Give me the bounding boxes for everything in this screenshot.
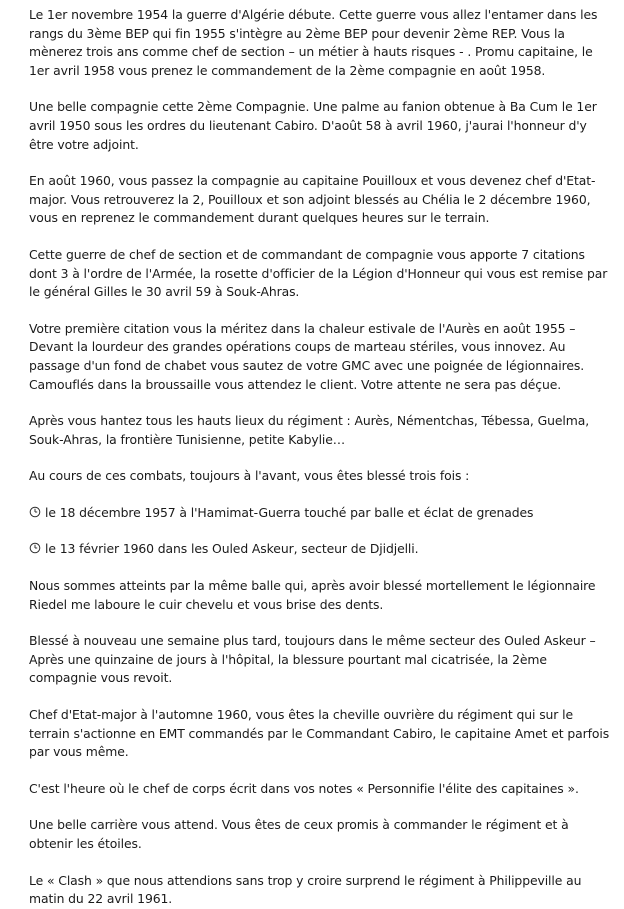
bullet-text-1: le 18 décembre 1957 à l'Hamimat-Guerra touché par balle et éclat de grenades xyxy=(45,504,534,520)
paragraph-9: Blessé à nouveau une semaine plus tard, toujours dans le même secteur des Ouled Askeur – Après une quinzaine de jours à l'hôpital, la blessure pourtant mal cicatrisée, la 2ème compagnie vous revoit. xyxy=(29,633,596,686)
paragraph-8: Nous sommes atteints par la même balle qui, après avoir blessé mortellement le légionnaire Riedel me laboure le cuir chevelu et vous brise des dents. xyxy=(29,578,596,612)
paragraph-2: Une belle compagnie cette 2ème Compagnie. Une palme au fanion obtenue à Ba Cum le 1er avril 1950 sous les ordres du lieutenant Cabiro. D'août 58 à avril 1960, j'aurai l'honneur d'y être votre adjoint. xyxy=(29,99,597,152)
bullet-item-1 xyxy=(29,504,610,523)
paragraph-11: C'est l'heure où le chef de corps écrit dans vos notes « Personnifie l'élite des capitaines ». xyxy=(29,780,579,796)
paragraph-7: Au cours de ces combats, toujours à l'avant, vous êtes blessé trois fois : xyxy=(29,468,470,484)
paragraph-12: Une belle carrière vous attend. Vous êtes de ceux promis à commander le régiment et à obtenir les étoiles. xyxy=(29,817,569,851)
paragraph-5: Votre première citation vous la méritez dans la chaleur estivale de l'Aurès en août 1955 – Devant la lourdeur des grandes opérations coups de marteau stériles, vous innovez. Au passage d'un fond de chabet vous sautez de votre GMC avec une poignée de légionnaires. Camouflés dans la broussaille vous attendez le client. Votre attente ne sera pas déçue. xyxy=(29,320,585,392)
paragraph-4: Cette guerre de chef de section et de commandant de compagnie vous apporte 7 citations dont 3 à l'ordre de l'Armée, la rosette d'officier de la Légion d'Honneur qui vous est remise par le général Gilles le 30 avril 59 à Souk-Ahras. xyxy=(29,246,608,300)
bullet-item-2 xyxy=(29,540,610,559)
clock-icon xyxy=(29,542,41,554)
paragraph-1: Le 1er novembre 1954 la guerre d'Algérie débute. Cette guerre vous allez l'entamer dans les rangs du 3ème BEP qui fin 1955 s'intègre au 2ème BEP pour devenir 2ème REP. Vous la mènerez trois ans comme chef de section – un métier à hauts risques - . Promu capitaine, le 1er avril 1958 vous prenez le commandement de la 2ème compagnie en août 1958. xyxy=(29,7,598,78)
bullet-text-2: le 13 février 1960 dans les Ouled Askeur, secteur de Djidjelli. xyxy=(45,541,419,557)
clock-icon xyxy=(29,506,41,518)
paragraph-10: Chef d'Etat-major à l'automne 1960, vous êtes la cheville ouvrière du régiment qui sur le terrain s'actionne en EMT commandés par le Commandant Cabiro, le capitaine Amet et parfois par vous même. xyxy=(29,707,610,760)
paragraph-13: Le « Clash » que nous attendions sans trop y croire surprend le régiment à Philippeville au matin du 22 avril 1961. xyxy=(29,872,582,907)
paragraph-6: Après vous hantez tous les hauts lieux du régiment : Aurès, Némentchas, Tébessa, Guelma, Souk-Ahras, la frontière Tunisienne, petite Kabylie… xyxy=(29,413,590,447)
paragraph-3: En août 1960, vous passez la compagnie au capitaine Pouilloux et vous devenez chef d'Etat-major. Vous retrouverez la 2, Pouilloux et son adjoint blessés au Chélia le 2 décembre 1960, vous en reprenez le commandement durant quelques heures sur le terrain. xyxy=(29,173,596,226)
